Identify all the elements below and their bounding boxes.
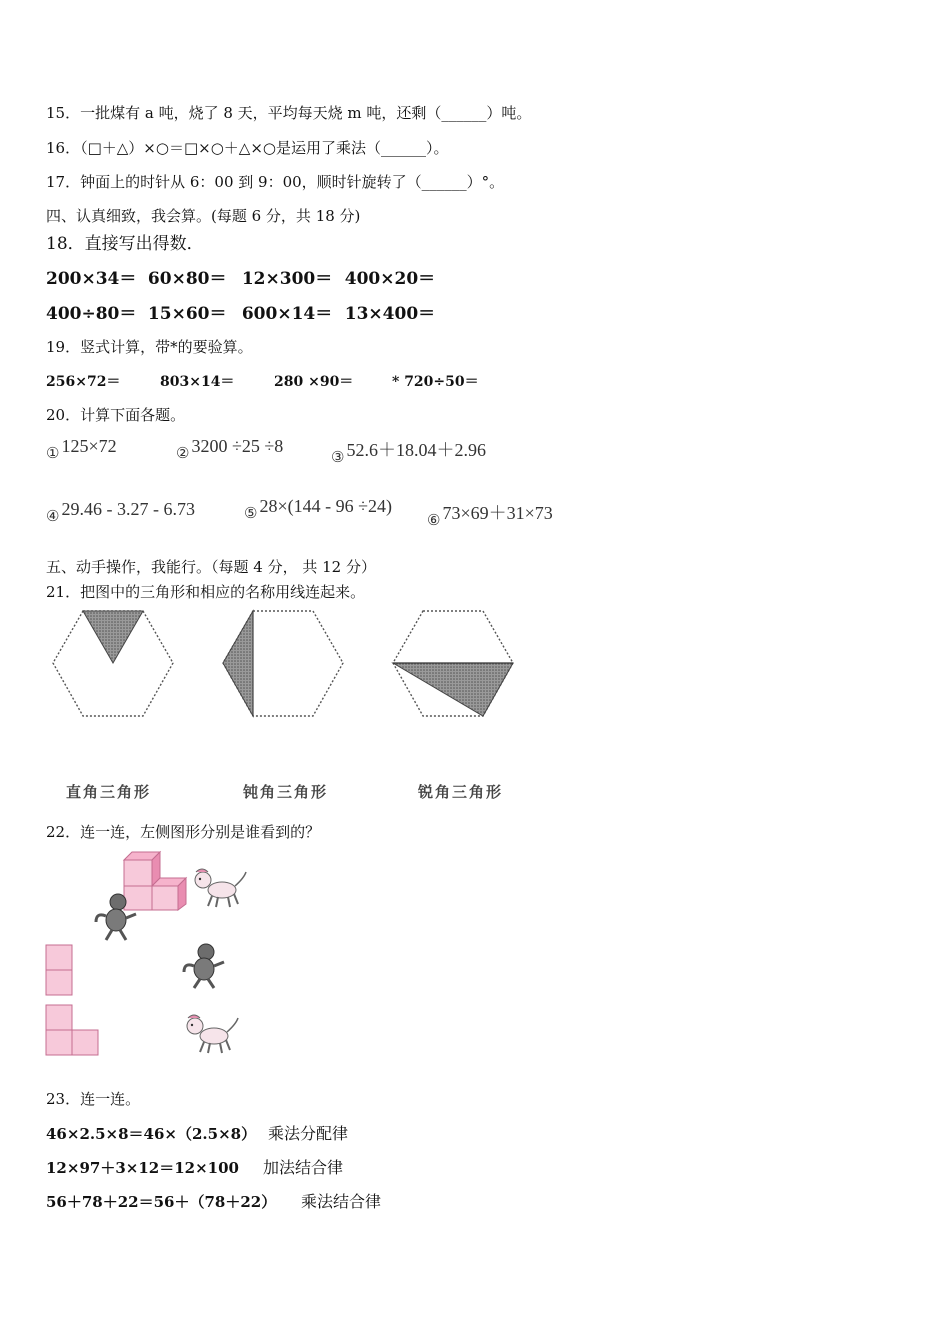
q20-item-4 [46,499,195,526]
q23-law: 乘法分配律 [268,1124,349,1143]
dog-illustration [182,1012,240,1056]
dog-illustration [190,866,248,910]
monkey-illustration [92,892,140,942]
question-18-title: 18．直接写出得数． [46,234,204,254]
question-22-title: 22．连一连，左侧图形分别是谁看到的？ [46,823,321,841]
q23-law: 加法结合律 [263,1158,344,1177]
q20-item-2 [176,436,283,463]
q19-item: * 720÷50＝ [392,374,479,390]
view-shape-l-three-squares [45,1004,101,1058]
q18-row-1 [46,264,435,289]
question-19-title: 19．竖式计算，带*的要验算。 [46,338,253,356]
question-15: 15．一批煤有 a 吨，烧了 8 天，平均每天烧 m 吨，还剩（______）吨。 [46,104,532,122]
question-21-title: 21．把图中的三角形和相应的名称用线连起来。 [46,583,366,601]
q23-expression: 56＋78＋22＝56＋（78＋22） [46,1193,277,1211]
q20-item-3 [331,436,486,467]
q18-item: 12×300＝ [241,269,333,289]
q18-item: 200×34＝ [46,269,137,289]
question-16: 16．（□＋△）×○＝□×○＋△×○是运用了乘法（______）。 [46,139,449,157]
monkey-illustration [180,942,228,990]
question-17: 17．钟面上的时针从 6：00 到 9：00，顺时针旋转了（______）°。 [46,173,505,191]
item-expression: 29.46 - 3.27 - 6.73 [61,499,195,519]
q20-item-6 [427,499,553,530]
label-obtuse-triangle: 钝角三角形 [243,783,329,801]
q19-item: 256×72＝ [46,374,121,390]
q18-item: 400÷80＝ [46,304,137,324]
q19-item: 803×14＝ [160,374,235,390]
item-expression: 28×(144 - 96 ÷24) [259,496,392,516]
q19-item: 280 ×90＝ [274,374,354,390]
section-5-heading: 五、动手操作，我能行。（每题 4 分， 共 12 分） [46,558,376,576]
hexagon-obtuse [393,611,513,716]
q23-expression: 46×2.5×8＝46×（2.5×8） [46,1125,257,1143]
q20-item-1 [46,436,117,463]
item-number: ④ [46,509,60,525]
item-number: ① [46,446,60,462]
question-20-title: 20．计算下面各题。 [46,406,186,424]
q18-item: 60×80＝ [147,269,227,289]
label-right-triangle: 直角三角形 [66,783,152,801]
q18-row-2 [46,299,435,324]
label-acute-triangle: 锐角三角形 [418,783,504,801]
item-expression: 125×72 [61,436,117,456]
question-23-title: 23．连一连。 [46,1090,141,1108]
hexagon-figures [0,600,950,730]
item-expression: 73×69＋31×73 [442,503,553,523]
item-number: ⑥ [427,513,441,529]
q18-item: 15×60＝ [147,304,227,324]
item-number: ③ [331,450,345,466]
q23-expression: 12×97＋3×12＝12×100 [46,1159,239,1177]
hexagon-acute [53,611,173,716]
q20-item-5 [244,496,392,523]
view-shape-two-squares [45,944,75,998]
section-4-heading: 四、认真细致，我会算。(每题 6 分，共 18 分) [46,207,361,225]
q18-item: 600×14＝ [241,304,333,324]
q23-law: 乘法结合律 [301,1192,382,1211]
item-number: ⑤ [244,506,258,522]
item-number: ② [176,446,190,462]
q18-item: 13×400＝ [344,304,436,324]
item-expression: 52.6＋18.04＋2.96 [346,440,486,460]
item-expression: 3200 ÷25 ÷8 [191,436,284,456]
hexagon-right [223,611,343,716]
q18-item: 400×20＝ [344,269,436,289]
